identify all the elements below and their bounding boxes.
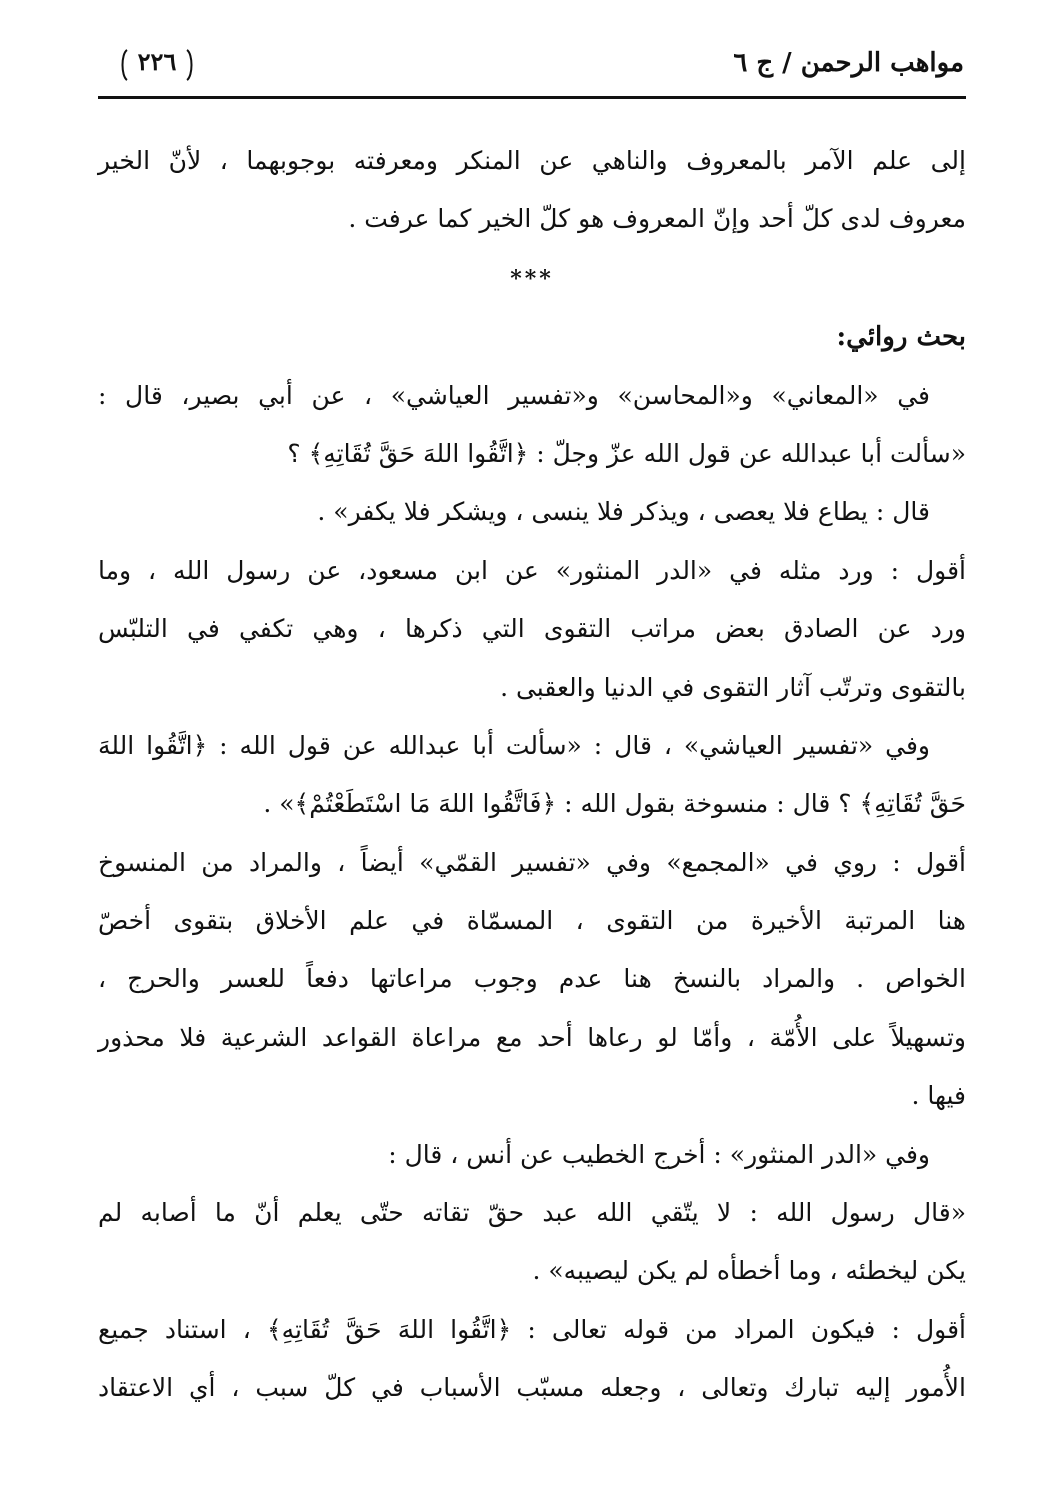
text-line-15: الخواص . والمراد بالنسخ هنا عدم وجوب مراعاتها دفعاً للعسر والحرج ، (98, 964, 966, 994)
text-line-14: هنا المرتبة الأخيرة من التقوى ، المسمّاة في علم الأخلاق بتقوى أخصّ (98, 906, 966, 936)
text-line-2: معروف لدى كلّ أحد وإنّ المعروف هو كلّ الخير كما عرفت . (348, 204, 966, 234)
text-line-16: وتسهيلاً على الأُمّة ، وأمّا لو رعاها أحد مع مراعاة القواعد الشرعية فلا محذور (98, 1022, 966, 1052)
text-line-12: حَقَّ تُقَاتِهِ﴾ ؟ قال : منسوخة بقول الله : ﴿فَاتَّقُوا اللهَ مَا اسْتَطَعْتُمْ﴾» . (263, 789, 966, 819)
page-header (98, 36, 966, 96)
section-heading: بحث روائي: (836, 322, 966, 353)
document-body (98, 132, 966, 1418)
text-line-20: يكن ليخطئه ، وما أخطأه لم يكن ليصيبه» . (532, 1256, 966, 1286)
text-line-17: فيها . (911, 1081, 966, 1111)
text-line-9: ورد عن الصادق بعض مراتب التقوى التي ذكرها ، وهي تكفي في التلبّس (98, 614, 966, 644)
text-line-1: إلى علم الآمر بالمعروف والناهي عن المنكر ومعرفته بوجوبهما ، لأنّ الخير (98, 146, 966, 175)
running-header-title: مواهب الرحمن / ج ٦ (733, 48, 964, 78)
text-line-18: وفي «الدر المنثور» : أخرج الخطيب عن أنس ، قال : (388, 1139, 930, 1169)
text-line-21: أقول : فيكون المراد من قوله تعالى : ﴿اتَّقُوا اللهَ حَقَّ تُقَاتِهِ﴾ ، استناد جميع (98, 1314, 966, 1344)
text-line-5: في «المعاني» و«المحاسن» و«تفسير العياشي» ، عن أبي بصير، قال : (98, 380, 930, 410)
page-number-badge (119, 42, 195, 88)
text-line-10: بالتقوى وترتّب آثار التقوى في الدنيا والعقبى . (500, 672, 966, 702)
text-line-13: أقول : روي في «المجمع» وفي «تفسير القمّي» أيضاً ، والمراد من المنسوخ (98, 847, 966, 877)
text-line-6: «سألت أبا عبدالله عن قول الله عزّ وجلّ : ﴿اتَّقُوا اللهَ حَقَّ تُقَاتِهِ﴾ ؟ (287, 438, 966, 468)
text-line-19: «قال رسول الله : لا يتّقي الله عبد حقّ تقاته حتّى يعلم أنّ ما أصابه لم (98, 1198, 966, 1228)
text-line-22: الأُمور إليه تبارك وتعالى ، وجعله مسبّب الأسباب في كلّ سبب ، أي الاعتقاد (98, 1373, 966, 1403)
text-line-8: أقول : ورد مثله في «الدر المنثور» عن ابن مسعود، عن رسول الله ، وما (98, 555, 966, 585)
section-separator: *** (510, 265, 554, 292)
page-number: ٢٢٦ (137, 47, 177, 76)
header-rule (98, 96, 966, 99)
text-line-7: قال : يطاع فلا يعصى ، ويذكر فلا ينسى ، ويشكر فلا يكفر» . (317, 497, 930, 527)
text-line-11: وفي «تفسير العياشي» ، قال : «سألت أبا عبدالله عن قول الله : ﴿اتَّقُوا اللهَ (98, 730, 930, 760)
